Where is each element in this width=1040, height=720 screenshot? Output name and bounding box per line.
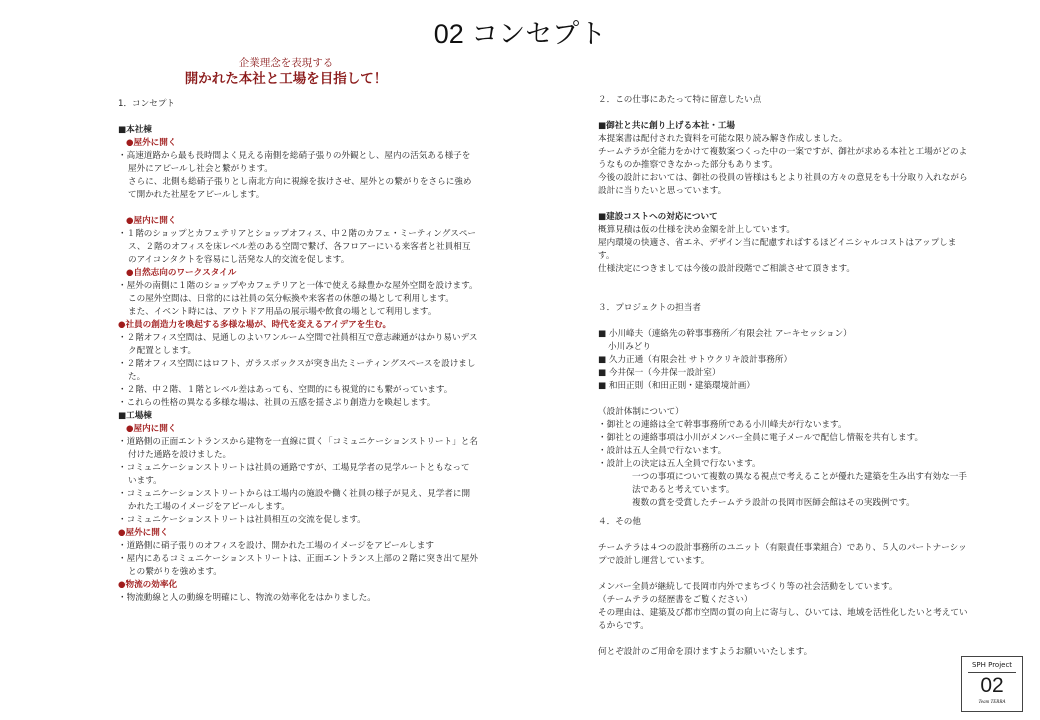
subhead-outdoor-open: ●屋外に開く: [126, 138, 177, 148]
paragraph: 概算見積は仮の仕様を決め金額を計上しています。: [598, 225, 795, 235]
s2a-title: ■御社と共に創り上げる本社・工場: [598, 121, 736, 131]
member-item: ■ 小川峰夫（連絡先の幹事事務所／有限会社 アーキセッション）: [598, 329, 852, 339]
system-title: （設計体制について）: [598, 407, 684, 417]
left-column: [118, 56, 478, 605]
project-badge: [961, 656, 1023, 712]
paragraph: その理由は、建築及び都市空間の質の向上に寄与し、ひいては、地域を活性化したいと考えているからです。: [598, 608, 968, 631]
section2-heading: ２．この仕事にあたって特に留意したい点: [598, 95, 762, 105]
list-item: ・屋外の南側に１階のショップやカフェテリアと一体で使える緑豊かな屋外空間を設けます。: [118, 281, 478, 291]
page-title: 02 コンセプト: [433, 19, 607, 49]
list-item: ・道路側の正面エントランスから建物を一直線に貫く「コミュニケーションストリート」と名付けた通路を設けました。: [118, 437, 478, 460]
subhead-nature-workstyle: ●自然志向のワークスタイル: [126, 268, 237, 278]
list-item: ・物流動線と人の動線を明確にし、物流の効率化をはかりました。: [118, 593, 376, 603]
list-item: ・２階オフィス空間にはロフト、ガラスボックスが突き出たミーティングスペースを設けました。: [118, 359, 476, 382]
closing-text: 何とぞ設計のご用命を頂けますようお願いいたします。: [598, 647, 813, 657]
paragraph: 今後の設計においては、御社の役員の皆様はもとより社員の方々の意見をも十分取り入れながら設計に当りたいと思っています。: [598, 173, 968, 196]
right-column: [598, 94, 968, 659]
member-item-cont: 小川みどり: [608, 342, 651, 352]
list-item-cont: さらに、北側も総硝子張りとし南北方向に視線を抜けさせ、屋外との繋がりをさらに強めて開かれた社屋をアピールします。: [128, 177, 472, 200]
kojo-heading: ■工場棟: [118, 411, 152, 421]
list-item: ・御社との連絡は全て幹事事務所である小川峰夫が行ないます。: [598, 420, 847, 430]
badge-project: SPH Project: [971, 661, 1013, 669]
paragraph: メンバー全員が継続して長岡市内外でまちづくり等の社会活動をしています。: [598, 582, 898, 592]
list-item: ・道路側に硝子張りのオフィスを設け、開かれた工場のイメージをアピールします: [118, 541, 434, 551]
list-item: ・屋内にあるコミュニケーションストリートは、正面エントランス上部の２階に突き出て屋外との繋がりを強めます。: [118, 554, 478, 577]
list-item: ・設計上の決定は五人全員で行ないます。: [598, 459, 761, 469]
s2b-title: ■建設コストへの対応について: [598, 212, 718, 222]
list-item: ・御社との連絡事項は小川がメンバー全員に電子メールで配信し情報を共有します。: [598, 433, 924, 443]
list-item: ・これらの性格の異なる多様な場は、社員の五感を揺さぶり創造力を喚起します。: [118, 398, 436, 408]
paragraph: （チームテラの経歴書をご覧ください）: [598, 595, 753, 605]
list-item: ・コミュニケーションストリートは社員相互の交流を促します。: [118, 515, 366, 525]
concept-heading: 1．コンセプト: [118, 99, 176, 109]
list-item: ・設計は五人全員で行ないます。: [598, 446, 727, 456]
member-item: ■ 和田正則（和田正則・建築環境計画）: [598, 381, 755, 391]
subhead-factory-outdoor: ●屋外に開く: [118, 528, 169, 538]
badge-team: Team TERRA: [978, 700, 1006, 705]
list-item: ・１階のショップとカフェテリアとショップオフィス、中２階のカフェ・ミーティングスペース、２階のオフィスを床レベル差のある空間で繋げ、各フロアーにいる来客者と社員相互のアイコンタクトを容易にし活発な人的交流を促します。: [118, 229, 477, 265]
list-item: ・高速道路から最も長時間よく見える南側を総硝子張りの外観とし、屋内の活気ある様子を屋外にアピールし社会と繋がります。: [118, 151, 471, 174]
list-item: ・２階オフィス空間は、見通しのよいワンルーム空間で社員相互で意志疎通がはかり易いデスク配置とします。: [118, 333, 478, 356]
headline-subtitle: 企業理念を表現する: [238, 57, 334, 69]
list-item-cont: 複数の賞を受賞したチームテラ設計の長岡市医師会館はその実践例です。: [632, 498, 915, 508]
paragraph: チームテラが全能力をかけて複数案つくった中の一案ですが、御社が求める本社と工場がどのようなものか推察できなかった部分もあります。: [598, 147, 968, 170]
subhead-creativity: ●社員の創造力を喚起する多様な場が、時代を変えるアイデアを生む。: [118, 320, 392, 330]
list-item: ・コミュニケーションストリートからは工場内の施設や働く社員の様子が見え、見学者に開かれた工場のイメージをアピールします。: [118, 489, 471, 512]
list-item-cont: この屋外空間は、日常的には社員の気分転換や来客者の休憩の場として利用します。: [128, 294, 454, 304]
member-item: ■ 久力正通（有限会社 サトウクリキ設計事務所）: [598, 355, 793, 365]
subhead-factory-indoor: ●屋内に開く: [126, 424, 177, 434]
paragraph: 屋内環境の快適さ、省エネ、デザイン当に配慮すればするほどイニシャルコストはアップします。: [598, 238, 957, 261]
list-item: ・コミュニケーションストリートは社員の通路ですが、工場見学者の見学ルートともなっています。: [118, 463, 470, 486]
member-item: ■ 今井保一（今井保一設計室）: [598, 368, 721, 378]
list-item-cont: 一つの事項について複数の異なる視点で考えることが優れた建築を生み出す有効な一手法であると考えています。: [632, 472, 967, 495]
list-item-cont: また、イベント時には、アウトドア用品の展示場や飲食の場として利用します。: [128, 307, 437, 317]
paragraph: 仕様決定につきましては今後の設計段階でご相談させて頂きます。: [598, 264, 855, 274]
headline-main: 開かれた本社と工場を目指して！: [184, 71, 388, 87]
paragraph: チームテラは４つの設計事務所のユニット（有限責任事業組合）であり、５人のパートナーシップで設計し運営しています。: [598, 543, 967, 566]
subhead-logistics: ●物流の効率化: [118, 580, 178, 590]
list-item: ・２階、中２階、１階とレベル差はあっても、空間的にも視覚的にも繋がっています。: [118, 385, 453, 395]
section4-heading: ４．その他: [598, 517, 641, 527]
honsha-heading: ■本社棟: [118, 125, 152, 135]
section3-heading: ３．プロジェクトの担当者: [598, 303, 701, 313]
badge-number: 02: [980, 674, 1004, 697]
subhead-indoor-open: ●屋内に開く: [126, 216, 177, 226]
paragraph: 本提案書は配付された資料を可能な限り読み解き作成しました。: [598, 134, 848, 144]
